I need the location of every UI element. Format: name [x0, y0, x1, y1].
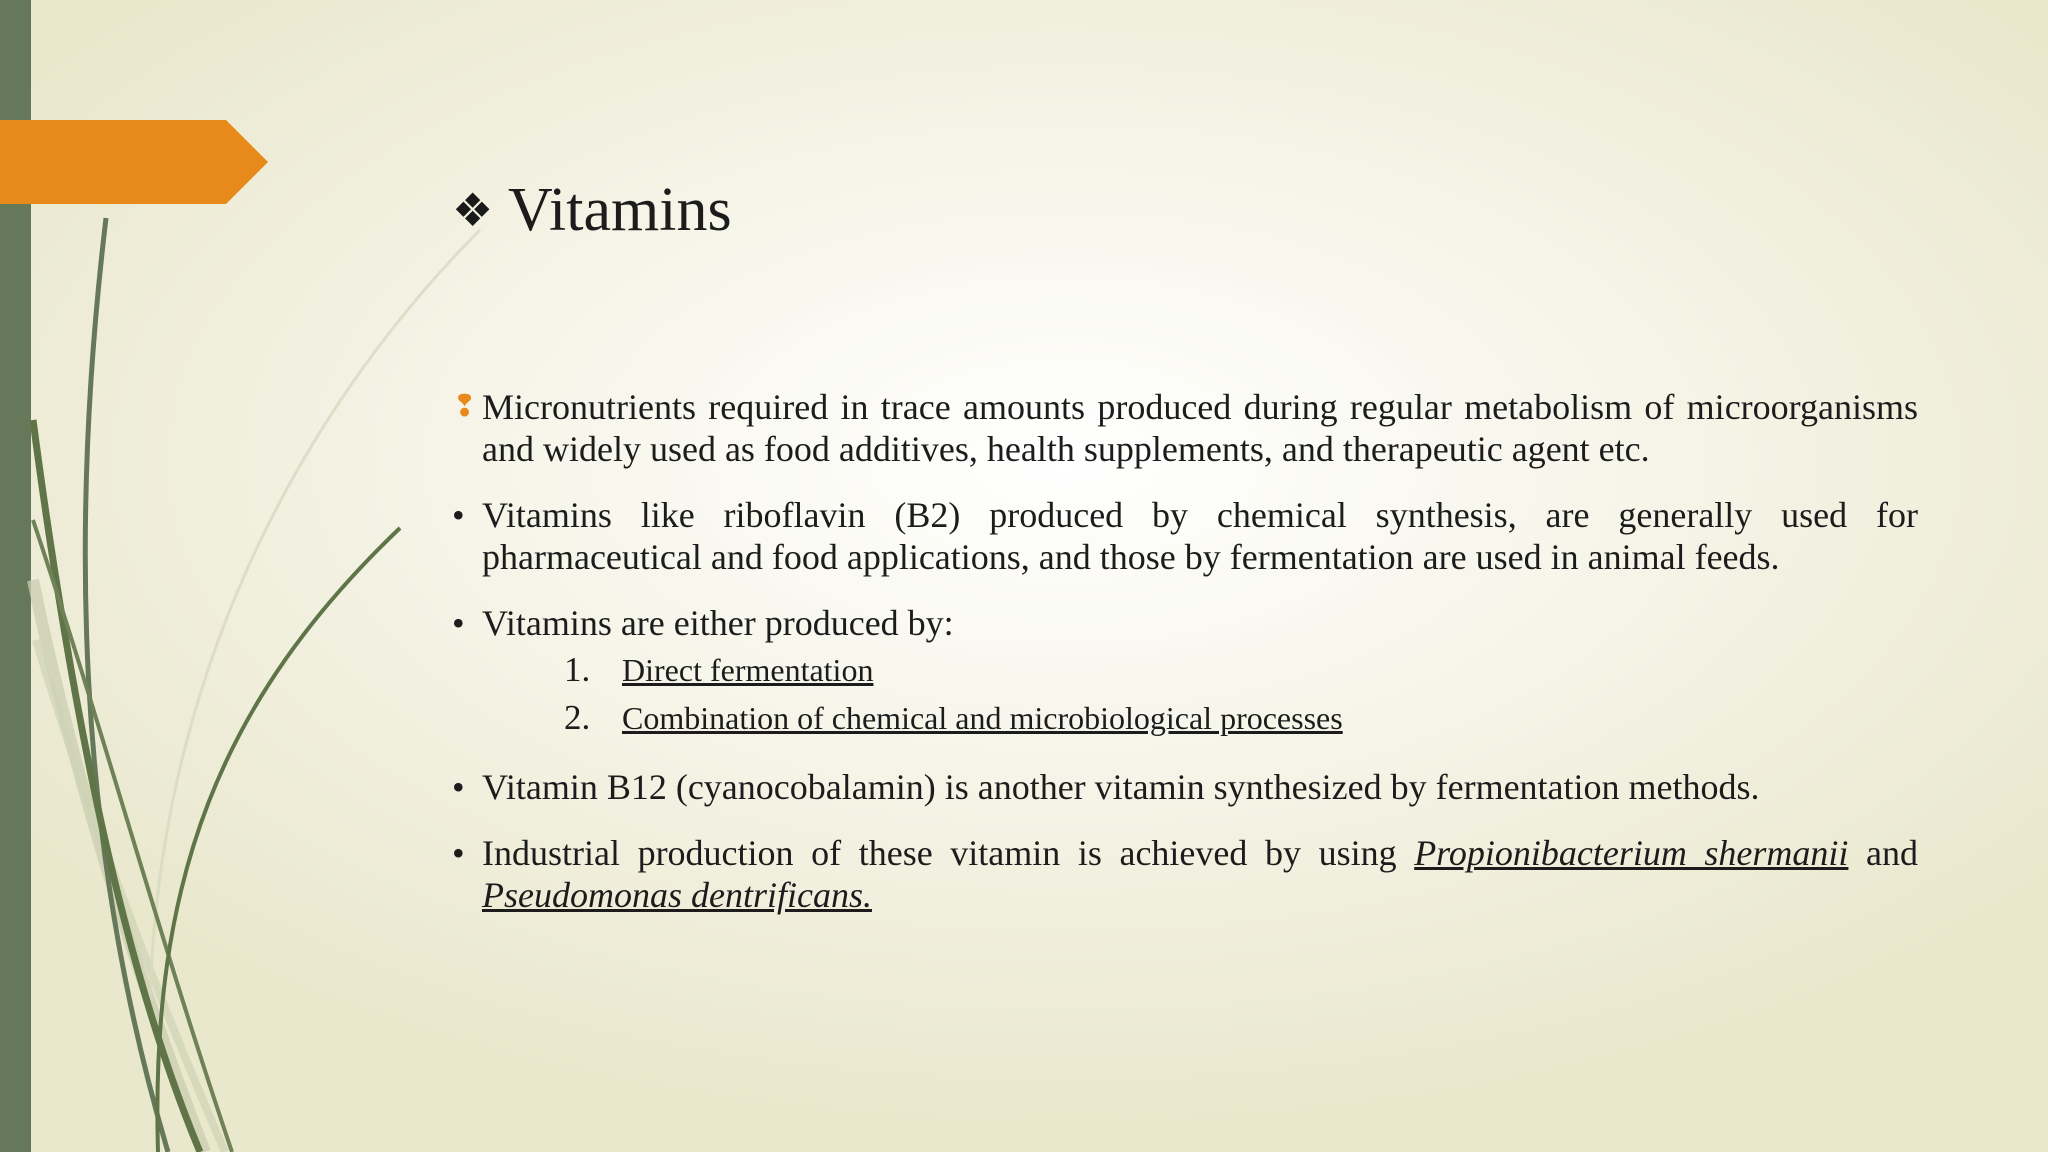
bullet-item: [452, 386, 1918, 470]
bullet-item: [452, 494, 1918, 578]
bullet-item: [452, 766, 1918, 808]
sub-list-text: Combination of chemical and microbiological processes: [622, 700, 1343, 736]
sub-list-item: [564, 694, 1918, 742]
bullet-text: Vitamin B12 (cyanocobalamin) is another vitamin synthesized by fermentation methods.: [482, 767, 1760, 807]
species-name: Pseudomonas dentrificans.: [482, 875, 872, 915]
bullet-dot-icon: •: [452, 767, 465, 807]
light-grass-curve: [150, 230, 480, 1000]
diamond-four-petal-icon: ❖: [452, 185, 494, 236]
grass-curve: [33, 520, 232, 1152]
bullet-item: [452, 602, 1918, 742]
orange-exclamation-icon: ❢: [452, 389, 478, 424]
bullet-dot-icon: •: [452, 495, 465, 535]
sub-list-number: 1.: [564, 650, 591, 689]
slide-title-text: Vitamins: [508, 175, 732, 244]
bullet-text: Micronutrients required in trace amounts produced during regular metabolism of microorganisms and widely used as food additives, health supplements, and therapeutic agent etc.: [482, 387, 1918, 469]
bullet-text: Industrial production of these vitamin is achieved by using: [482, 833, 1415, 873]
sub-list-number: 2.: [564, 698, 591, 737]
bullet-dot-icon: •: [452, 603, 465, 643]
slide-title: [452, 170, 732, 250]
bullet-item: [452, 832, 1918, 916]
slide-content: [452, 386, 1918, 940]
numbered-sub-list: [564, 646, 1918, 742]
orange-title-banner-shape: [0, 120, 268, 204]
bullet-text: Vitamins are either produced by:: [482, 603, 954, 643]
bullet-text: and: [1848, 833, 1918, 873]
species-name: Propionibacterium shermanii: [1414, 833, 1849, 873]
bullet-dot-icon: •: [452, 833, 465, 873]
light-grass-curve: [33, 580, 205, 1152]
grass-curve: [157, 528, 400, 1152]
sub-list-item: [564, 646, 1918, 694]
sub-list-text: Direct fermentation: [622, 652, 874, 688]
bullet-text: Vitamins like riboflavin (B2) produced by chemical synthesis, are generally used for pharmaceutical and food applications, and those by fermentation are used in animal feeds.: [482, 495, 1918, 577]
